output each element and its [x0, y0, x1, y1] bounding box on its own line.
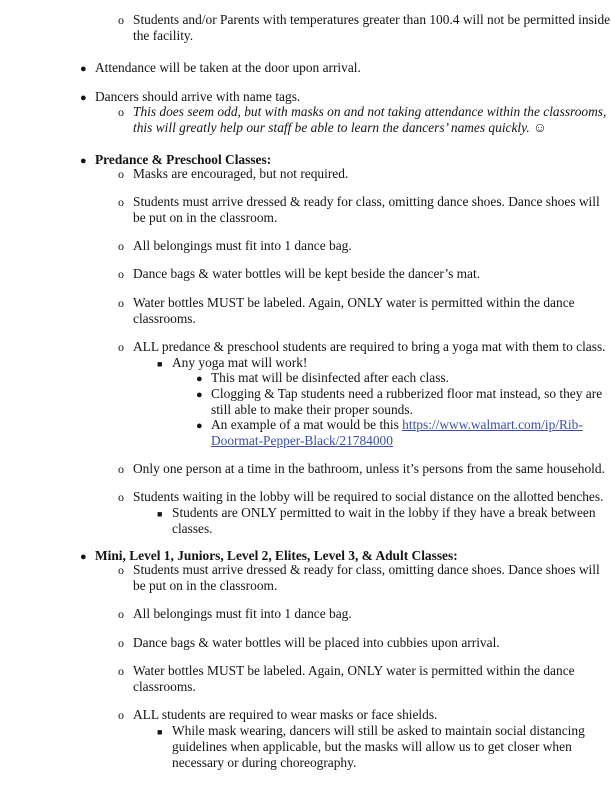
list-item-text: be put on in the classroom. [133, 578, 278, 593]
circle-bullet-icon: o [118, 462, 124, 476]
list-item-text: Students must arrive dressed & ready for class, omitting dance shoes. Dance shoes will [133, 194, 600, 209]
circle-bullet-icon: o [118, 563, 124, 577]
square-bullet-icon: ■ [157, 727, 163, 737]
list-item-text: Students must arrive dressed & ready for class, omitting dance shoes. Dance shoes will [133, 562, 600, 577]
list-item-note: This does seem odd, but with masks on and not taking attendance within the classrooms, [133, 104, 607, 119]
list-item-text: Students waiting in the lobby will be required to social distance on the allotted benches. [133, 489, 604, 504]
list-item-text: While mask wearing, dancers will still be asked to maintain social distancing [172, 723, 585, 738]
circle-bullet-icon: o [118, 340, 124, 354]
circle-bullet-icon: o [118, 636, 124, 650]
list-item-note: this will greatly help our staff be able to learn the dancers’ names quickly. ☺ [133, 120, 547, 135]
list-item-text: Attendance will be taken at the door upon arrival. [95, 60, 361, 75]
list-item-text: Clogging & Tap students need a rubberized floor mat instead, so they are [211, 386, 603, 401]
list-item-text: Dance bags & water bottles will be kept beside the dancer’s mat. [133, 266, 481, 281]
bullet-icon: ● [80, 63, 87, 75]
walmart-link[interactable]: https://www.walmart.com/ip/Rib- [402, 417, 583, 432]
bullet-icon: ● [80, 92, 87, 104]
circle-bullet-icon: o [118, 239, 124, 253]
circle-bullet-icon: o [118, 267, 124, 281]
dot-bullet-icon: ● [196, 389, 203, 401]
list-item-text: classrooms. [133, 311, 196, 326]
list-item-text [211, 433, 393, 449]
list-item-text [211, 417, 583, 433]
example-prefix: An example of a mat would be this [211, 417, 403, 432]
list-item-text: classes. [172, 521, 213, 536]
section-heading: Predance & Preschool Classes: [95, 152, 272, 167]
list-item-text: necessary or during choreography. [172, 755, 357, 770]
section-heading: Mini, Level 1, Juniors, Level 2, Elites, Level 3, & Adult Classes: [95, 548, 458, 563]
dot-bullet-icon: ● [196, 420, 203, 432]
list-item-text: guidelines when applicable, but the masks will allow us to get closer when [172, 739, 572, 754]
circle-bullet-icon: o [118, 167, 124, 181]
list-item-text: This mat will be disinfected after each class. [211, 370, 449, 385]
list-item-text: Masks are encouraged, but not required. [133, 166, 349, 181]
circle-bullet-icon: o [118, 664, 124, 678]
circle-bullet-icon: o [118, 296, 124, 310]
list-item-text: Any yoga mat will work! [172, 355, 308, 370]
list-item-text: the facility. [133, 28, 194, 43]
list-item-text: Dancers should arrive with name tags. [95, 89, 301, 104]
square-bullet-icon: ■ [157, 509, 163, 519]
list-item-text: be put on in the classroom. [133, 210, 278, 225]
bullet-icon: ● [80, 551, 87, 563]
list-item-text: All belongings must fit into 1 dance bag. [133, 606, 352, 621]
circle-bullet-icon: o [118, 607, 124, 621]
circle-bullet-icon: o [118, 195, 124, 209]
list-item-text: Water bottles MUST be labeled. Again, ONLY water is permitted within the dance [133, 295, 575, 310]
list-item-text: Dance bags & water bottles will be placed into cubbies upon arrival. [133, 635, 500, 650]
list-item-text: All belongings must fit into 1 dance bag. [133, 238, 352, 253]
walmart-link-continued[interactable]: Doormat-Pepper-Black/21784000 [211, 433, 393, 448]
list-item-text: ALL students are required to wear masks or face shields. [133, 707, 438, 722]
list-item-text: Students are ONLY permitted to wait in the lobby if they have a break between [172, 505, 596, 520]
list-item-text: classrooms. [133, 679, 196, 694]
list-item-text: ALL predance & preschool students are required to bring a yoga mat with them to class. [133, 339, 606, 354]
bullet-icon: ● [80, 155, 87, 167]
circle-bullet-icon: o [118, 708, 124, 722]
list-item-text: Water bottles MUST be labeled. Again, ONLY water is permitted within the dance [133, 663, 575, 678]
circle-bullet-icon: o [118, 105, 124, 119]
circle-bullet-icon: o [118, 490, 124, 504]
square-bullet-icon: ■ [157, 359, 163, 369]
circle-bullet-icon: o [118, 13, 124, 27]
dot-bullet-icon: ● [196, 373, 203, 385]
list-item-text: Only one person at a time in the bathroom, unless it’s persons from the same household. [133, 461, 605, 476]
list-item-text: Students and/or Parents with temperatures greater than 100.4 will not be permitted inside [133, 12, 611, 27]
list-item-text: still able to make their proper sounds. [211, 402, 413, 417]
